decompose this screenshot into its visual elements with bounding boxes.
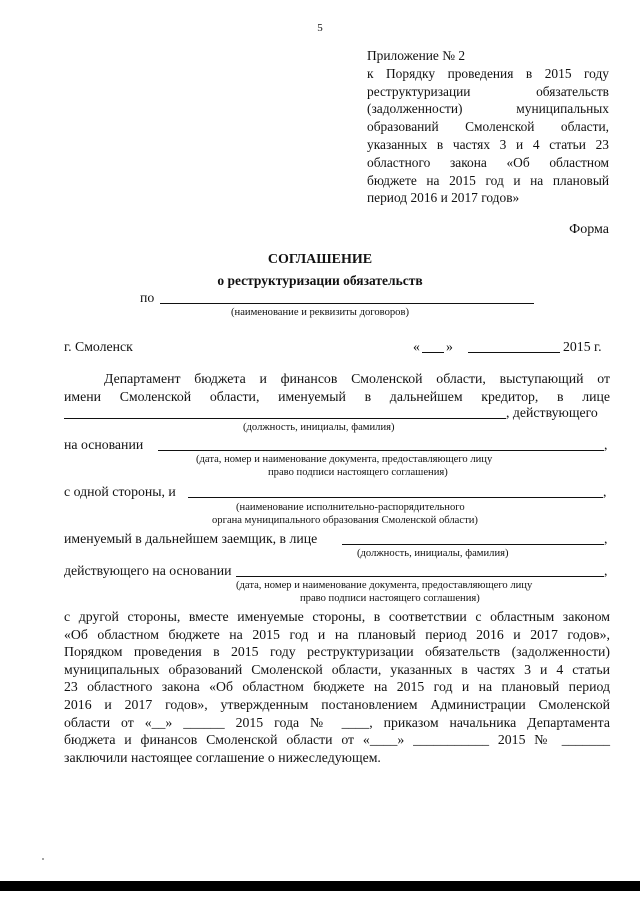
- creditor-basis-hint: (дата, номер и наименование документа, предоставляющего лицу: [196, 454, 493, 465]
- borrower-basis-comma: ,: [604, 563, 608, 578]
- date-year: 2015 г.: [563, 339, 602, 354]
- appendix-line: к Порядку проведения в 2015 году: [367, 65, 609, 81]
- body-line: области от «__» ______ 2015 года № ____, приказом начальника Департамента: [64, 714, 610, 730]
- date-close-quote: »: [446, 339, 453, 354]
- borrower-person-hint: (должность, инициалы, фамилия): [357, 548, 509, 559]
- appendix-line: Приложение № 2: [367, 48, 466, 63]
- date-open-quote: «: [413, 339, 420, 354]
- po-prefix: по: [140, 290, 155, 305]
- appendix-line: областного закона «Об областном: [367, 154, 609, 170]
- body-paragraph: [64, 608, 610, 766]
- creditor-basis-label: на основании: [64, 437, 144, 452]
- one-side-comma: ,: [603, 484, 607, 499]
- body-line: 2016 и 2017 годов», утвержденным постановлением Администрации Смоленской: [64, 696, 610, 712]
- borrower-basis-label: действующего на основании: [64, 563, 232, 578]
- creditor-paragraph: [64, 370, 610, 405]
- scan-speck: [42, 858, 44, 860]
- contracts-field[interactable]: [160, 303, 534, 304]
- creditor-intro: Департамент бюджета и финансов Смоленской области, выступающий от: [104, 371, 610, 386]
- appendix-line: период 2016 и 2017 годов»: [367, 190, 520, 206]
- document-subtitle: о реструктуризации обязательств: [217, 273, 423, 288]
- body-line: «Об областном бюджете на 2015 год и на плановый период 2016 и 2017 годов»,: [64, 626, 610, 642]
- municipal-organ-hint: органа муниципального образования Смоленской области): [212, 515, 478, 526]
- scan-border-bar: [0, 881, 640, 891]
- creditor-basis-comma: ,: [604, 437, 608, 452]
- body-line: с другой стороны, вместе именуемые стороны, в соответствии с областным законом: [64, 609, 610, 624]
- borrower-basis-hint: (дата, номер и наименование документа, предоставляющего лицу: [236, 580, 533, 591]
- body-line: заключили настоящее соглашение о нижеследующем.: [64, 749, 381, 765]
- creditor-basis-hint: право подписи настоящего соглашения): [268, 467, 448, 478]
- creditor-person-hint: (должность, инициалы, фамилия): [243, 422, 395, 433]
- one-side-label: с одной стороны, и: [64, 484, 176, 499]
- municipal-organ-hint: (наименование исполнительно-распорядительного: [236, 502, 465, 513]
- date-day-field[interactable]: [422, 352, 444, 353]
- borrower-label: именуемый в дальнейшем заемщик, в лице: [64, 531, 318, 546]
- creditor-basis-field[interactable]: [158, 450, 604, 451]
- appendix-header: [367, 47, 609, 207]
- borrower-comma: ,: [604, 531, 608, 546]
- municipal-organ-field[interactable]: [188, 497, 603, 498]
- creditor-line2: имени Смоленской области, именуемый в дальнейшем кредитор, в лице: [64, 388, 610, 404]
- appendix-line: реструктуризации обязательств: [367, 83, 609, 99]
- body-line: бюджета и финансов Смоленской области от «____» ___________ 2015 № _______: [64, 732, 610, 748]
- body-line: Порядком проведения в 2015 году реструктуризации обязательств (задолженности): [64, 644, 610, 660]
- appendix-line: указанных в частях 3 и 4 статьи 23: [367, 136, 609, 152]
- body-line: муниципальных образований Смоленской области, указанных в частях 3 и 4 статьи: [64, 661, 610, 677]
- page-number: 5: [317, 22, 323, 34]
- document-title: СОГЛАШЕНИЕ: [267, 252, 373, 267]
- borrower-basis-field[interactable]: [236, 576, 604, 577]
- contracts-hint: (наименование и реквизиты договоров): [231, 307, 409, 318]
- appendix-line: бюджете на 2015 год и на плановый: [367, 172, 609, 188]
- date-month-field[interactable]: [468, 352, 560, 353]
- borrower-person-field[interactable]: [342, 544, 604, 545]
- borrower-basis-hint: право подписи настоящего соглашения): [300, 593, 480, 604]
- form-label: Форма: [569, 222, 609, 237]
- appendix-line: образований Смоленской области,: [367, 119, 609, 135]
- creditor-acting: , действующего: [506, 405, 598, 420]
- city: г. Смоленск: [64, 339, 133, 354]
- creditor-person-field[interactable]: [64, 418, 506, 419]
- body-line: 23 областного закона «Об областном бюджете на 2015 год и на плановый период: [64, 679, 610, 695]
- appendix-line: (задолженности) муниципальных: [367, 101, 609, 117]
